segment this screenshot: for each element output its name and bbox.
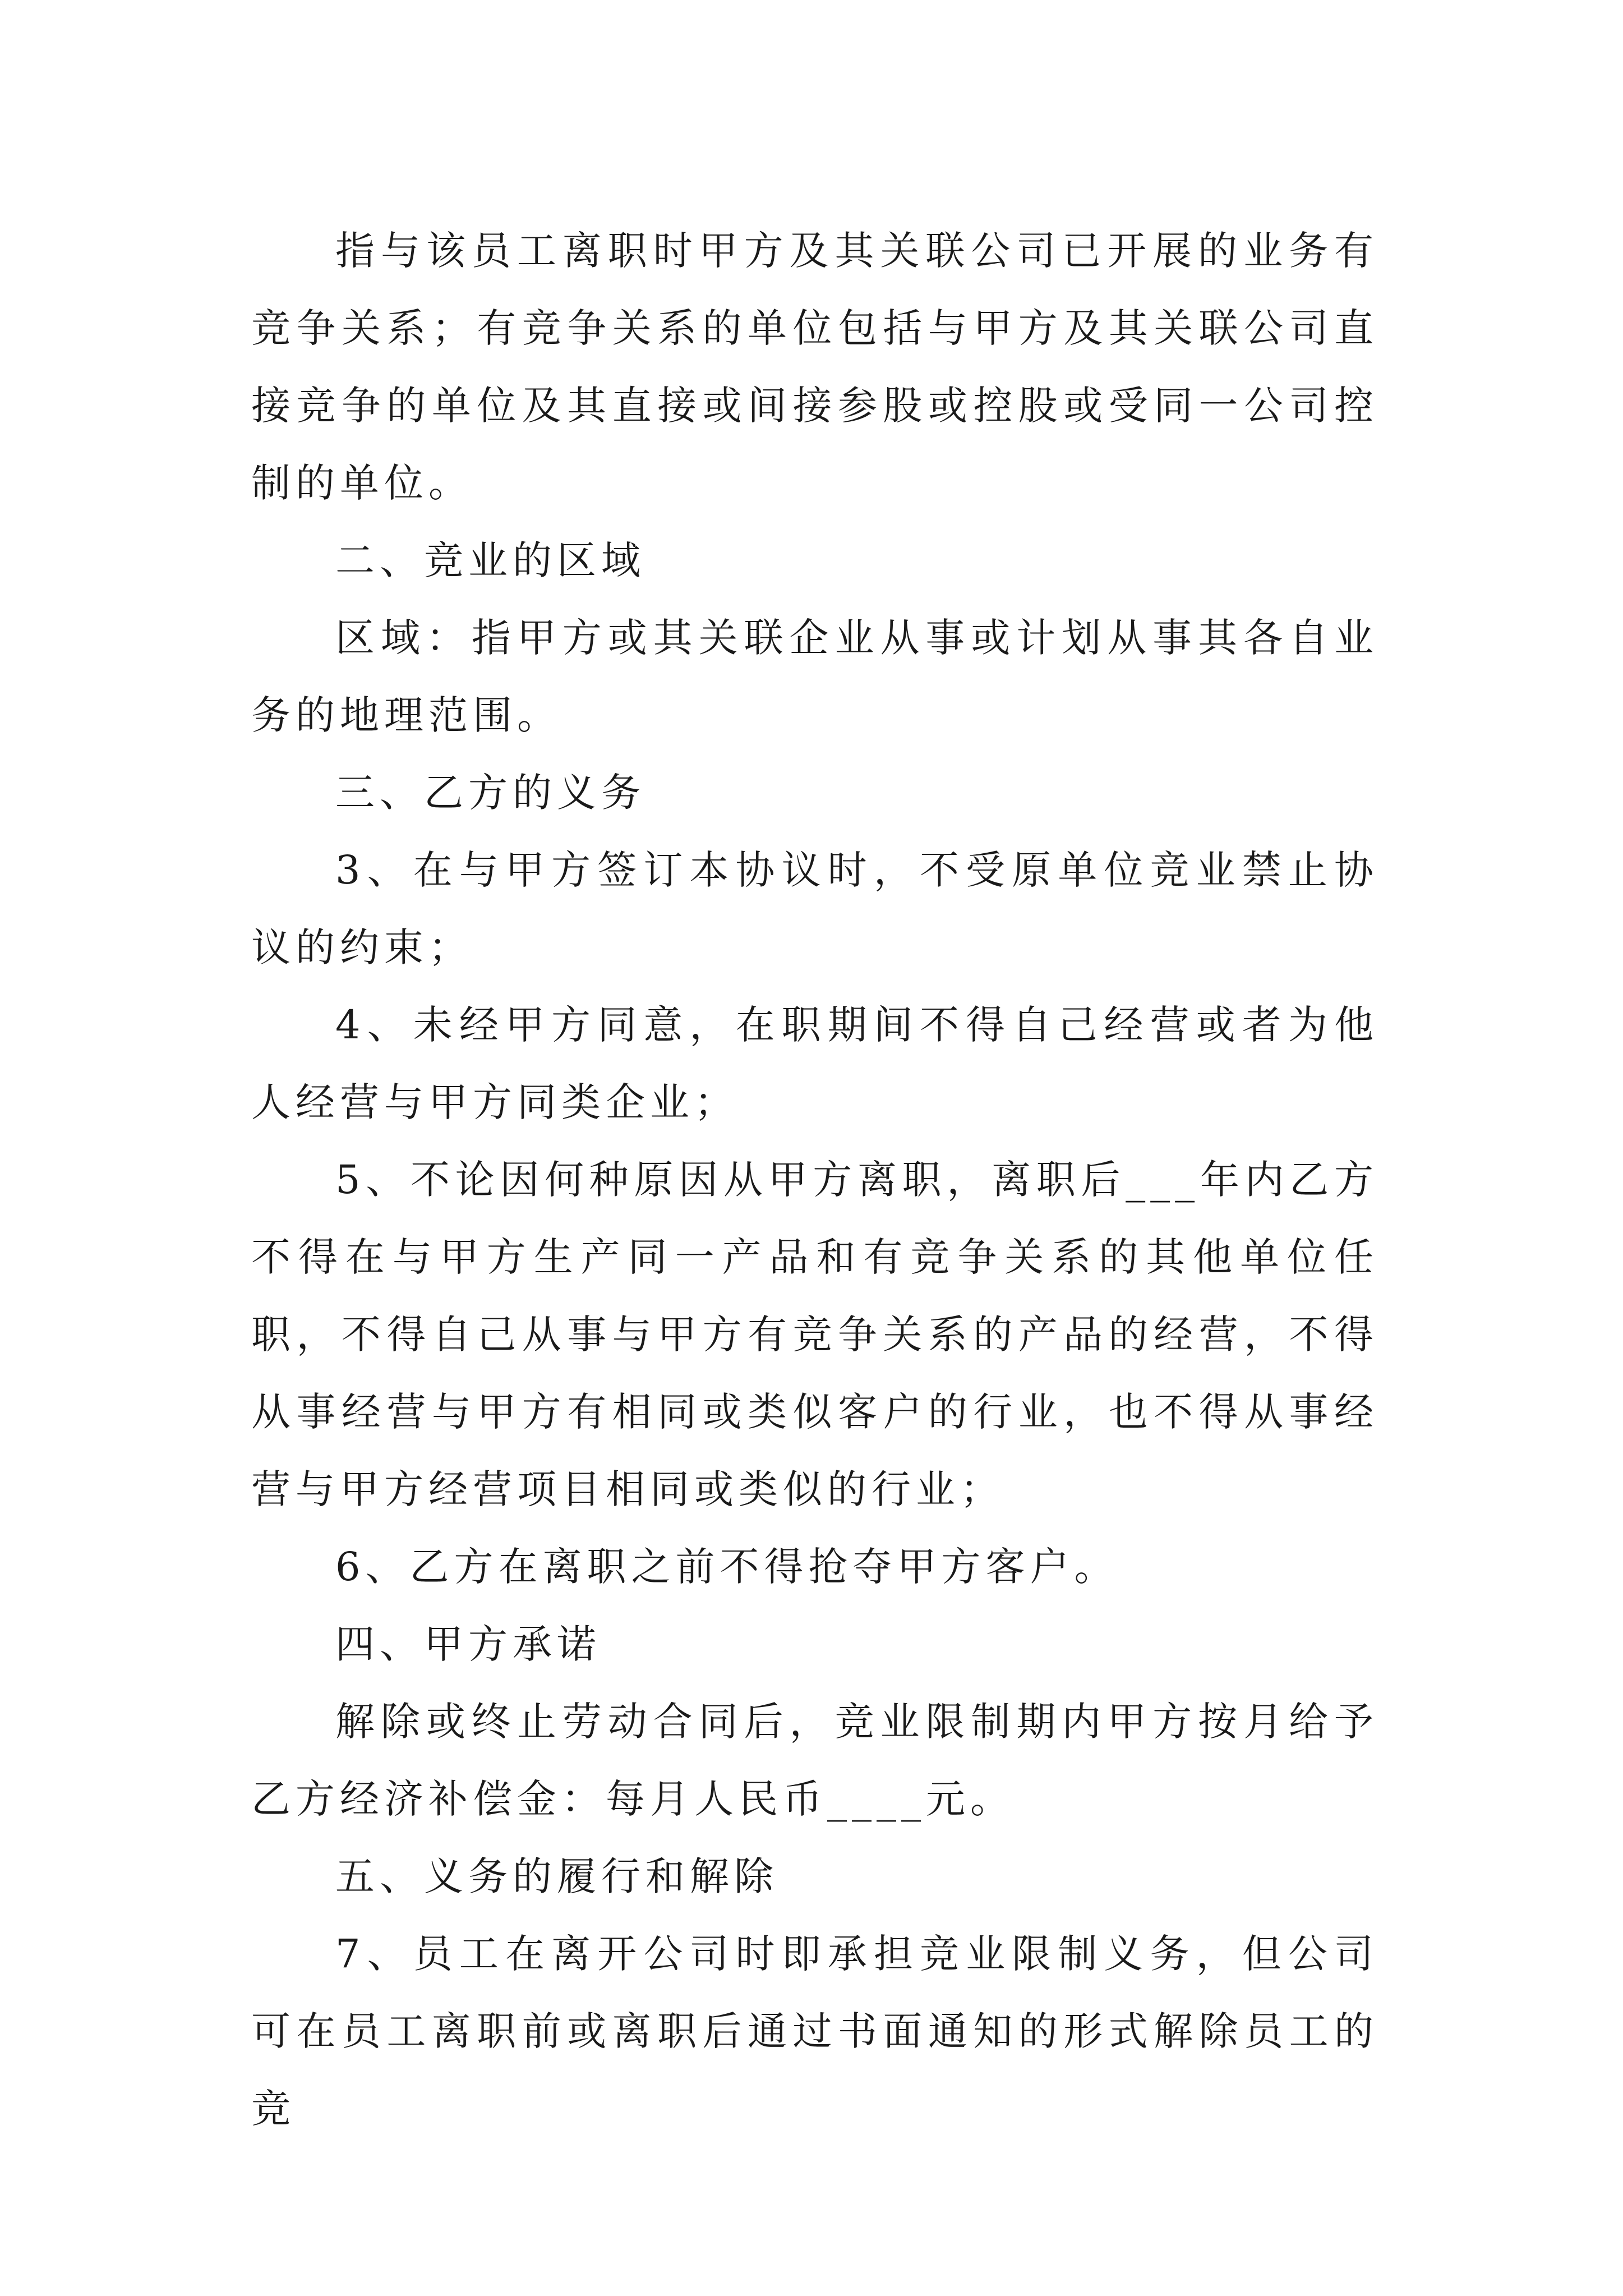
paragraph-competition-definition: 指与该员工离职时甲方及其关联公司已开展的业务有竞争关系；有竞争关系的单位包括与甲方及其关联公司直接竞争的单位及其直接或间接参股或控股或受同一公司控制的单位。	[251, 228, 1378, 506]
section-heading-3: 三、乙方的义务	[335, 770, 645, 816]
paragraph-clause-4: 4、未经甲方同意，在职期间不得自己经营或者为他人经营与甲方同类企业；	[251, 1002, 1378, 1125]
paragraph-region-definition: 区域：指甲方或其关联企业从事或计划从事其各自业务的地理范围。	[251, 615, 1378, 738]
section-heading-2: 二、竞业的区域	[335, 537, 645, 583]
section-heading-5: 五、义务的履行和解除	[335, 1853, 778, 1899]
paragraph-clause-7: 7、员工在离开公司时即承担竞业限制义务，但公司可在员工离职前或离职后通过书面通知的形式解除员工的竞	[251, 1931, 1378, 2132]
paragraph-compensation: 解除或终止劳动合同后，竞业限制期内甲方按月给予乙方经济补偿金：每月人民币____元。	[251, 1699, 1378, 1822]
document-body	[251, 212, 1378, 2147]
section-heading-4: 四、甲方承诺	[335, 1621, 601, 1667]
paragraph-clause-5: 5、不论因何种原因从甲方离职，离职后___年内乙方不得在与甲方生产同一产品和有竞争关系的其他单位任职，不得自己从事与甲方有竞争关系的产品的经营，不得从事经营与甲方有相同或类似客户的行业，也不得从事经营与甲方经营项目相同或类似的行业；	[251, 1157, 1378, 1512]
paragraph-clause-3: 3、在与甲方签订本协议时，不受原单位竞业禁止协议的约束；	[251, 847, 1378, 970]
paragraph-clause-6: 6、乙方在离职之前不得抢夺甲方客户。	[335, 1544, 1119, 1590]
